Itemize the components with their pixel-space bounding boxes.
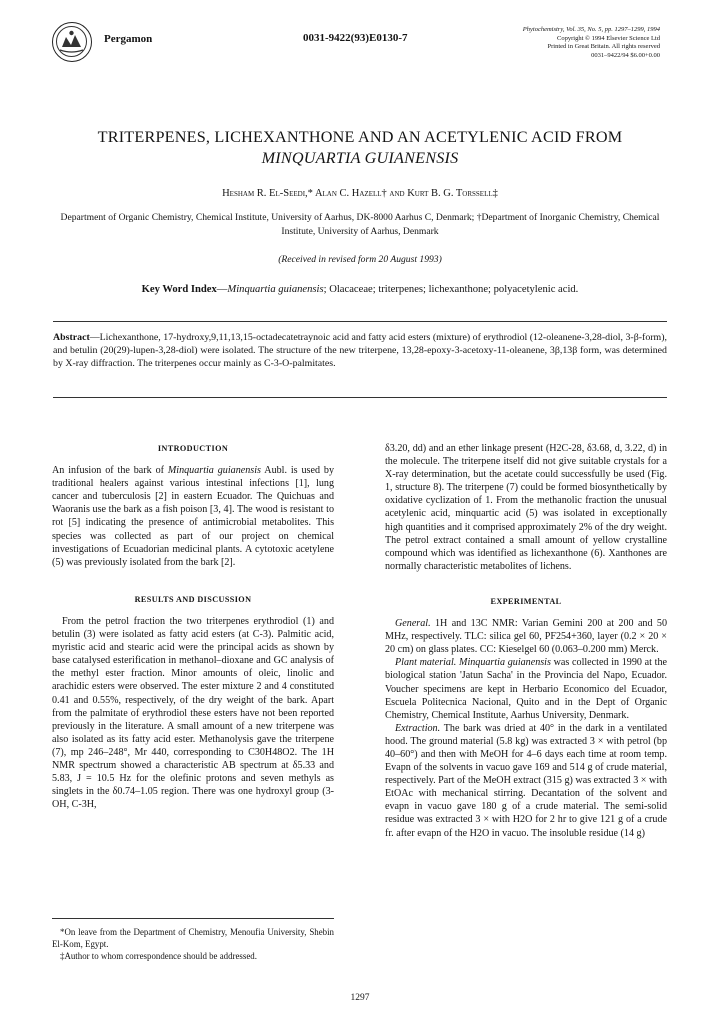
extraction-label: Extraction. — [395, 722, 441, 734]
pergamon-emblem-icon — [53, 23, 90, 60]
general-label: General. — [395, 618, 431, 630]
footnote-rule — [52, 918, 334, 919]
abstract-bottom-rule — [53, 397, 667, 398]
affiliation: Department of Organic Chemistry, Chemical Institute, University of Aarhus, DK-8000 Aarhus C, Denmark; †Department of Inorganic Chemistry, Chemical Institute, University of Aarhus, Denmark — [60, 212, 660, 237]
general-text: 1H and 13C NMR: Varian Gemini 200 at 200 and 50 MHz, respectively. TLC: silica gel 60, PF254+360, layer (0.2 × 20 × 20 cm) on glass plates. CC: Kieselgel 60 (0.063–0.200 mm) Merck. — [385, 618, 667, 656]
printed-line: Printed in Great Britain. All rights reserved — [547, 43, 660, 51]
results-paragraph: From the petrol fraction the two triterpenes erythrodiol (1) and betulin (3) were isolated as fatty acid esters (at C-3). Palmitic acid, myristic acid and stearic acid were the principal acids as shown by base catalysed esterification in methanol–dioxane and GC analysis of the methyl ester fraction. Minor amounts of oleic, linolic and arachidic esters were observed. The ester mixture 2 and 4 constituted 0.41 and 0.55%, respectively, of the dry weight of the bark. Apart from the palmitate of erythrodiol these esters have not been reported previously in the literature. A small amount of a new triterpene was also isolated as its fatty acid ester. Methanolysis gave the triterpene (7), mp 246–248°, Mr 440, corresponding to C30H48O2. The 1H NMR spectrum showed a characteristic AB spectrum at δ5.33 and 5.83, J = 10.5 Hz for the olefinic protons and seven methyls as singlets in the δ0.74–1.05 region. There was one hydroxyl group (3-OH, C-3H, — [52, 615, 334, 811]
introduction-heading: INTRODUCTION — [157, 444, 229, 453]
results-heading: RESULTS AND DISCUSSION — [134, 594, 252, 604]
publisher-name: Pergamon — [104, 33, 153, 45]
keyword-index — [40, 284, 680, 295]
article-title — [40, 127, 680, 169]
pergamon-logo — [52, 22, 92, 62]
plant-label: Plant material. — [395, 657, 457, 669]
footnote-1: *On leave from the Department of Chemistry, Menoufia University, Shebin El-Kom, Egypt. — [52, 927, 334, 949]
intro-species: Minquartia guianensis — [167, 465, 261, 477]
abstract-label: Abstract — [53, 332, 90, 343]
page-number: 1297 — [350, 993, 370, 1003]
intro-text-b: Aubl. is used by traditional healers against various intestinal infections [1], lung cancer and tuberculosis [2] in eastern Ecuador. The Quichuas and Waoranis use the bark as a fish poison [3, 4]. The wood is resistant to rot [5] indicating the presence of antimicrobial metabolites. This species was collected as part of our project on chemical investigations of Ecuadorian medicinal plants. A cytotoxic acetylene (5) was previously isolated from the bark [2]. — [52, 465, 334, 568]
discussion-continuation: δ3.20, dd) and an ether linkage present (H2C-28, δ3.68, d, 3.22, d) in the molecule. The triterpene itself did not give suitable crystals for a X-ray determination, but the acetate could successfully be used (Fig. 1, structure 8). The triterpene (7) could be formed biosynthetically by oxidative cyclization of 1. From the methanolic fraction the unusual acetylenic acid, minquartic acid (5) was isolated in exceptionally high quantities and it comprised approximately 2% of the dry weight. The petrol extract contained a small amount of yellow crystalline compound which was identified as lichexanthone (6). Xanthones are normally characteristic metabolites of lichens. — [385, 443, 667, 572]
title-line-2: MINQUARTIA GUIANENSIS — [261, 149, 459, 167]
journal-citation: Phytochemistry, Vol. 35, No. 5, pp. 1297–1299, 1994 — [522, 26, 660, 33]
plant-species: Minquartia guianensis — [459, 657, 551, 669]
intro-text-a: An infusion of the bark of — [52, 465, 168, 477]
right-column — [385, 442, 667, 840]
plant-text: was collected in 1990 at the biological station 'Jatun Sacha' in the Provincia del Napo, Ecuador. Voucher specimens are kept in Herbario Economico del Ecuador, Escuela Politecnica Nacional, Quito and in the Dept of Organic Chemistry, Chemical Institute, Aarhus University, Denmark. — [385, 657, 667, 721]
abstract-top-rule — [53, 321, 667, 322]
footnotes — [52, 926, 334, 962]
keyword-label: Key Word Index — [141, 284, 217, 295]
price-code: 0031–9422/94 $6.00+0.00 — [591, 51, 660, 59]
title-line-1: TRITERPENES, LICHEXANTHONE AND AN ACETYLENIC ACID FROM — [97, 128, 623, 146]
keyword-list: ; Olacaceae; triterpenes; lichexanthone; polyacetylenic acid. — [323, 284, 579, 295]
abstract-text: —Lichexanthone, 17-hydroxy,9,11,13,15-octadecatetraynoic acid and fatty acid esters (mixture) of erythrodiol (12-oleanene-3,28-diol, 3-β-form), and betulin (20(29)-lupen-3,28-diol) were isolated. The structure of the new triterpene, 13,28-epoxy-3-acetoxy-11-oleanene, 3β,13β form, was determined by X-ray diffraction. The triterpenes occur mainly as C-3-O-palmitates. — [53, 332, 667, 370]
doi-code: 0031-9422(93)E0130-7 — [303, 32, 408, 44]
journal-info — [400, 26, 660, 60]
experimental-heading: EXPERIMENTAL — [490, 596, 562, 606]
general-paragraph — [385, 617, 667, 656]
copyright-line: Copyright © 1994 Elsevier Science Ltd — [557, 34, 660, 42]
extraction-text: The bark was dried at 40° in the dark in a ventilated hood. The ground material (5.8 kg) was extracted 3 × with petrol (bp 40–60°) and then with MeOH for 4–6 days each time at room temp. Evapn of the solvents in vacuo gave 169 and 514 g of crude material, respectively. Part of the MeOH extract (315 g) was extracted 3 × with EtOAc with mechanical stirring. Decantation of the solvent and evapn in vacuo gave 180 g of a crude material. The semi-solid residue was extracted 3 × with H2O for 2 hr to give 121 g of a crude fr. after evapn of the H2O in vacuo. The insoluble residue (14 g) — [385, 722, 667, 839]
introduction-paragraph — [52, 464, 334, 569]
authors: Hesham R. El-Seedi,* Alan C. Hazell† and Kurt B. G. Torssell‡ — [222, 188, 498, 199]
footnote-2: ‡Author to whom correspondence should be addressed. — [60, 951, 257, 961]
left-column — [52, 442, 334, 811]
received-date: (Received in revised form 20 August 1993) — [278, 254, 442, 265]
keyword-species: Minquartia guianensis — [227, 284, 324, 295]
plant-material-paragraph — [385, 656, 667, 721]
abstract — [53, 331, 667, 371]
extraction-paragraph — [385, 722, 667, 840]
keyword-dash: — — [216, 284, 228, 295]
